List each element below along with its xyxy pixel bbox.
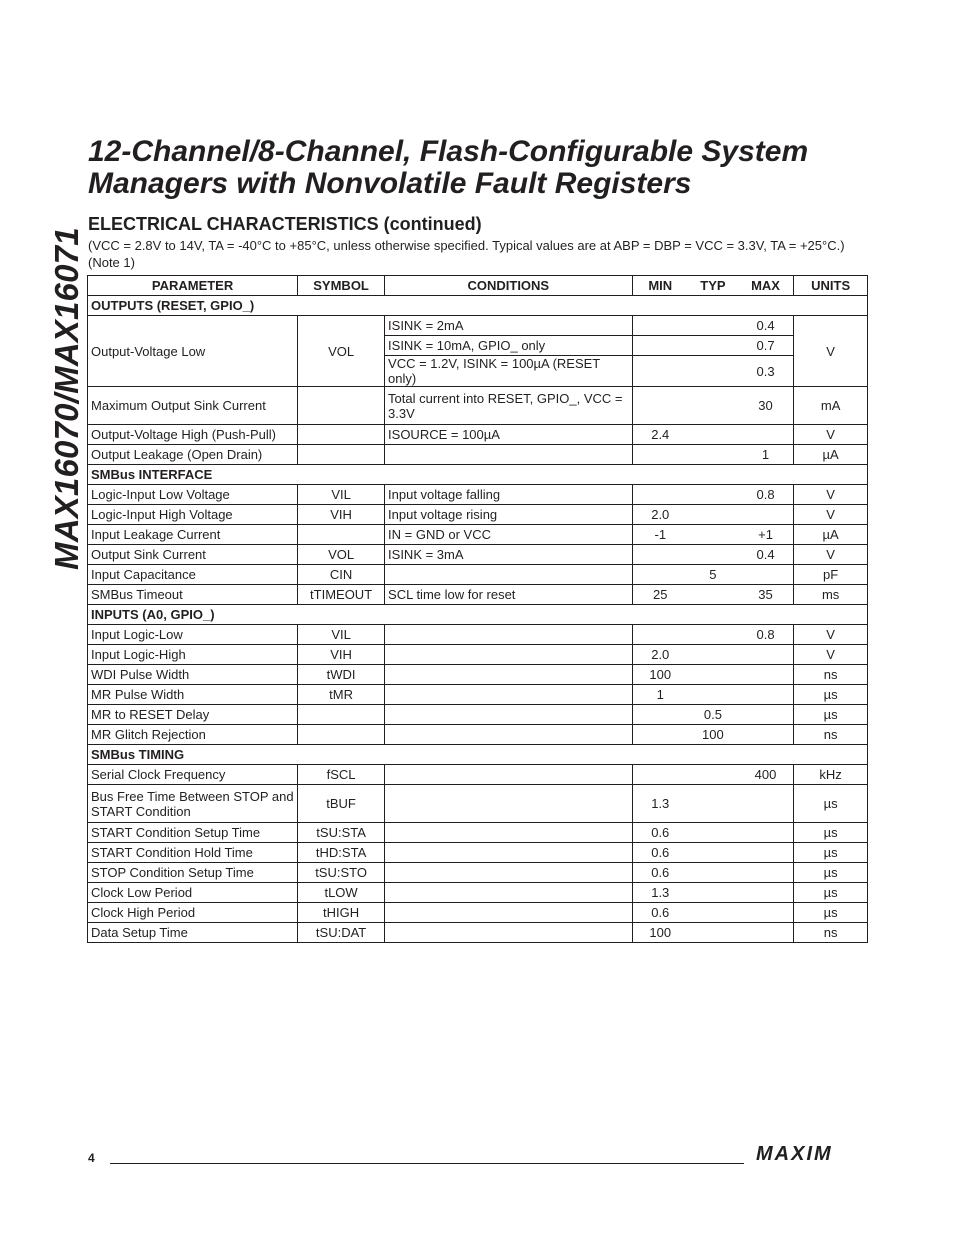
cell-min: 0.6 (651, 865, 670, 880)
cell-max (738, 507, 793, 522)
section-title: OUTPUTS (RESET, GPIO_) (88, 296, 868, 316)
header-values (632, 276, 794, 296)
cell-symbol: fSCL (298, 765, 385, 785)
table-row (88, 765, 868, 785)
table-row (88, 665, 868, 685)
table-section-row (88, 296, 868, 316)
cell-symbol: tSU:STA (298, 823, 385, 843)
table-body (88, 296, 868, 943)
cell-values (632, 903, 794, 923)
cell-symbol: CIN (298, 565, 385, 585)
cell-symbol (298, 425, 385, 445)
cell-max: 0.8 (756, 627, 775, 642)
cell-min (633, 727, 688, 742)
cell-values (632, 705, 794, 725)
cell-min: 2.0 (651, 647, 670, 662)
cell-values (632, 565, 794, 585)
table-row (88, 883, 868, 903)
cell-units: µA (794, 445, 868, 465)
table-row (88, 445, 868, 465)
cell-units: V (794, 625, 868, 645)
cell-typ (688, 507, 738, 522)
cell-typ: 5 (709, 567, 717, 582)
cell-values (632, 356, 794, 387)
cell-parameter: MR Pulse Width (88, 685, 298, 705)
page-title-line-1: 12-Channel/8-Channel, Flash-Configurable System (88, 135, 809, 168)
cell-conditions: SCL time low for reset (385, 585, 633, 605)
electrical-characteristics-table (87, 275, 868, 943)
cell-symbol: tLOW (298, 883, 385, 903)
header-parameter: PARAMETER (88, 276, 298, 296)
cell-values (632, 485, 794, 505)
cell-conditions: ISINK = 3mA (385, 545, 633, 565)
cell-typ (688, 318, 738, 333)
cell-max: 400 (754, 767, 777, 782)
section-title: SMBus INTERFACE (88, 465, 868, 485)
cell-typ (688, 885, 738, 900)
cell-min: 2.4 (651, 427, 670, 442)
cell-conditions (385, 685, 633, 705)
cell-conditions (385, 625, 633, 645)
cell-values (632, 505, 794, 525)
cell-parameter: Serial Clock Frequency (88, 765, 298, 785)
table-row (88, 645, 868, 665)
cell-conditions: ISINK = 10mA, GPIO_ only (385, 336, 633, 356)
cell-units: V (794, 545, 868, 565)
cell-units: µs (794, 685, 868, 705)
cell-min (633, 767, 688, 782)
cell-typ: 0.5 (703, 707, 722, 722)
cell-values (632, 685, 794, 705)
table-row (88, 425, 868, 445)
cell-typ (688, 527, 738, 542)
cell-conditions (385, 823, 633, 843)
cell-symbol: VIH (298, 505, 385, 525)
cell-values (632, 425, 794, 445)
cell-conditions (385, 785, 633, 823)
cell-conditions (385, 665, 633, 685)
table-row (88, 485, 868, 505)
cell-symbol: tHIGH (298, 903, 385, 923)
cell-units: V (794, 485, 868, 505)
cell-min: 0.6 (651, 825, 670, 840)
cell-min: 0.6 (651, 905, 670, 920)
cell-symbol: tTIMEOUT (298, 585, 385, 605)
cell-max: 30 (758, 398, 773, 413)
cell-parameter: Output Sink Current (88, 545, 298, 565)
cell-typ (688, 667, 738, 682)
cell-max (738, 825, 793, 840)
cell-units: pF (794, 565, 868, 585)
cell-units: µs (794, 785, 868, 823)
cell-parameter: Clock Low Period (88, 883, 298, 903)
cell-units: kHz (794, 765, 868, 785)
cell-min (633, 567, 688, 582)
cell-units: µs (794, 705, 868, 725)
cell-max (738, 567, 793, 582)
cell-min (633, 447, 688, 462)
cell-typ (688, 647, 738, 662)
cell-min (633, 338, 688, 353)
cell-min (633, 318, 688, 333)
cell-conditions (385, 705, 633, 725)
cell-values (632, 883, 794, 903)
cell-max: +1 (758, 527, 773, 542)
cell-conditions: Input voltage rising (385, 505, 633, 525)
cell-max (738, 796, 793, 811)
section-heading: ELECTRICAL CHARACTERISTICS (continued) (88, 214, 482, 234)
header-symbol: SYMBOL (298, 276, 385, 296)
cell-parameter: STOP Condition Setup Time (88, 863, 298, 883)
cell-min (633, 707, 688, 722)
cell-units: V (794, 425, 868, 445)
cell-max (738, 865, 793, 880)
cell-values (632, 525, 794, 545)
cell-typ (688, 627, 738, 642)
table-row (88, 843, 868, 863)
cell-typ (688, 865, 738, 880)
cell-typ (688, 905, 738, 920)
cell-parameter: Input Logic-Low (88, 625, 298, 645)
cell-values (632, 863, 794, 883)
table-row (88, 545, 868, 565)
cell-parameter: SMBus Timeout (88, 585, 298, 605)
cell-min: 1.3 (651, 796, 670, 811)
table-header-row (88, 276, 868, 296)
cell-units: µs (794, 883, 868, 903)
cell-typ (688, 796, 738, 811)
conditions-note: (VCC = 2.8V to 14V, TA = -40°C to +85°C, unless otherwise specified. Typical values are at ABP = DBP = VCC = 3.3V, TA = +25°C.) (Note 1) (88, 238, 845, 270)
cell-max: 0.4 (756, 318, 775, 333)
cell-typ (688, 845, 738, 860)
cell-max: 0.8 (756, 487, 775, 502)
cell-units: V (794, 645, 868, 665)
cell-parameter: Bus Free Time Between STOP and START Condition (88, 785, 298, 823)
cell-values (632, 387, 794, 425)
cell-conditions (385, 923, 633, 943)
section-title: INPUTS (A0, GPIO_) (88, 605, 868, 625)
table-section-row (88, 745, 868, 765)
cell-values (632, 823, 794, 843)
table-row (88, 685, 868, 705)
cell-symbol: VIL (298, 485, 385, 505)
cell-symbol: tMR (298, 685, 385, 705)
cell-parameter: Output Leakage (Open Drain) (88, 445, 298, 465)
table-row (88, 316, 868, 336)
table-row (88, 863, 868, 883)
page-title (88, 136, 888, 200)
cell-typ (688, 767, 738, 782)
cell-parameter: Logic-Input Low Voltage (88, 485, 298, 505)
cell-units: ms (794, 585, 868, 605)
cell-min (633, 547, 688, 562)
cell-values (632, 765, 794, 785)
cell-conditions: IN = GND or VCC (385, 525, 633, 545)
cell-min: 1.3 (651, 885, 670, 900)
cell-parameter: START Condition Hold Time (88, 843, 298, 863)
cell-typ (688, 687, 738, 702)
cell-values (632, 625, 794, 645)
cell-values (632, 545, 794, 565)
cell-typ (688, 487, 738, 502)
cell-units: ns (794, 725, 868, 745)
cell-typ (688, 427, 738, 442)
cell-conditions (385, 645, 633, 665)
cell-min: 0.6 (651, 845, 670, 860)
cell-symbol (298, 387, 385, 425)
cell-symbol: tSU:STO (298, 863, 385, 883)
cell-units: µs (794, 863, 868, 883)
cell-conditions (385, 883, 633, 903)
cell-symbol: VIL (298, 625, 385, 645)
cell-max: 0.3 (756, 363, 775, 379)
cell-conditions (385, 445, 633, 465)
cell-parameter: Maximum Output Sink Current (88, 387, 298, 425)
cell-typ (688, 547, 738, 562)
table-row (88, 625, 868, 645)
cell-values (632, 316, 794, 336)
cell-min: 100 (649, 925, 672, 940)
cell-typ: 100 (702, 727, 724, 742)
cell-values (632, 843, 794, 863)
cell-min (633, 487, 688, 502)
cell-conditions: ISINK = 2mA (385, 316, 633, 336)
cell-max (738, 727, 793, 742)
cell-units: V (794, 316, 868, 387)
table-section-row (88, 605, 868, 625)
maxim-logo: MAXIM (756, 1143, 833, 1165)
header-typ: TYP (700, 278, 726, 293)
cell-min: 25 (653, 587, 668, 602)
cell-conditions (385, 903, 633, 923)
cell-units: ns (794, 665, 868, 685)
cell-symbol: tHD:STA (298, 843, 385, 863)
cell-conditions (385, 863, 633, 883)
page-number: 4 (88, 1151, 95, 1165)
cell-conditions (385, 565, 633, 585)
cell-conditions: ISOURCE = 100µA (385, 425, 633, 445)
footer-rule (110, 1163, 744, 1164)
table-row (88, 903, 868, 923)
cell-conditions (385, 765, 633, 785)
cell-symbol: tWDI (298, 665, 385, 685)
cell-parameter: WDI Pulse Width (88, 665, 298, 685)
cell-parameter: Input Capacitance (88, 565, 298, 585)
cell-typ (688, 364, 738, 379)
cell-units: ns (794, 923, 868, 943)
table-row (88, 387, 868, 425)
cell-symbol: tSU:DAT (298, 923, 385, 943)
cell-parameter: MR to RESET Delay (88, 705, 298, 725)
cell-symbol: VIH (298, 645, 385, 665)
cell-max (738, 845, 793, 860)
table-row (88, 725, 868, 745)
header-min: MIN (648, 278, 673, 293)
cell-parameter: Data Setup Time (88, 923, 298, 943)
cell-symbol: tBUF (298, 785, 385, 823)
cell-units: mA (794, 387, 868, 425)
cell-max (738, 925, 793, 940)
table-row (88, 525, 868, 545)
table-row (88, 565, 868, 585)
cell-min: -1 (654, 527, 667, 542)
cell-symbol (298, 525, 385, 545)
cell-min (633, 627, 688, 642)
cell-values (632, 445, 794, 465)
cell-max: 35 (758, 587, 773, 602)
cell-parameter: Clock High Period (88, 903, 298, 923)
cell-min: 1 (656, 687, 664, 702)
cell-max (738, 687, 793, 702)
cell-max (738, 707, 793, 722)
cell-max: 0.4 (756, 547, 775, 562)
cell-max (738, 667, 793, 682)
cell-values (632, 665, 794, 685)
cell-min (633, 364, 688, 379)
cell-parameter: Input Logic-High (88, 645, 298, 665)
header-max: MAX (751, 278, 780, 293)
cell-max (738, 427, 793, 442)
cell-max (738, 885, 793, 900)
header-units: UNITS (794, 276, 868, 296)
cell-units: V (794, 505, 868, 525)
cell-conditions (385, 843, 633, 863)
cell-symbol (298, 725, 385, 745)
page-title-line-2: Managers with Nonvolatile Fault Registers (88, 167, 692, 200)
cell-typ (688, 338, 738, 353)
cell-typ (688, 398, 738, 413)
header-conditions: CONDITIONS (385, 276, 633, 296)
cell-values (632, 336, 794, 356)
cell-max (738, 647, 793, 662)
cell-symbol (298, 445, 385, 465)
cell-parameter: MR Glitch Rejection (88, 725, 298, 745)
cell-values (632, 645, 794, 665)
cell-values (632, 923, 794, 943)
cell-conditions: Input voltage falling (385, 485, 633, 505)
cell-symbol: VOL (298, 316, 385, 387)
cell-parameter: Output-Voltage High (Push-Pull) (88, 425, 298, 445)
cell-typ (688, 587, 738, 602)
cell-conditions (385, 725, 633, 745)
table-section-row (88, 465, 868, 485)
cell-values (632, 725, 794, 745)
cell-symbol: VOL (298, 545, 385, 565)
cell-conditions: Total current into RESET, GPIO_, VCC = 3.3V (385, 387, 633, 425)
cell-max: 1 (761, 447, 770, 462)
cell-values (632, 585, 794, 605)
cell-units: µs (794, 843, 868, 863)
cell-conditions: VCC = 1.2V, ISINK = 100µA (RESET only) (385, 356, 633, 387)
cell-parameter: Logic-Input High Voltage (88, 505, 298, 525)
cell-parameter: START Condition Setup Time (88, 823, 298, 843)
cell-typ (688, 925, 738, 940)
cell-min: 2.0 (651, 507, 670, 522)
table-row (88, 823, 868, 843)
cell-parameter: Output-Voltage Low (88, 316, 298, 387)
cell-min: 100 (649, 667, 672, 682)
table-row (88, 785, 868, 823)
cell-units: µA (794, 525, 868, 545)
cell-units: µs (794, 903, 868, 923)
cell-max: 0.7 (756, 338, 775, 353)
cell-parameter: Input Leakage Current (88, 525, 298, 545)
table-row (88, 505, 868, 525)
cell-symbol (298, 705, 385, 725)
cell-typ (688, 825, 738, 840)
table-row (88, 585, 868, 605)
cell-units: µs (794, 823, 868, 843)
side-part-number: MAX16070/MAX16071 (48, 227, 85, 570)
cell-values (632, 785, 794, 823)
table-row (88, 923, 868, 943)
cell-min (633, 398, 688, 413)
section-title: SMBus TIMING (88, 745, 868, 765)
table-row (88, 705, 868, 725)
cell-typ (688, 447, 738, 462)
cell-max (738, 905, 793, 920)
